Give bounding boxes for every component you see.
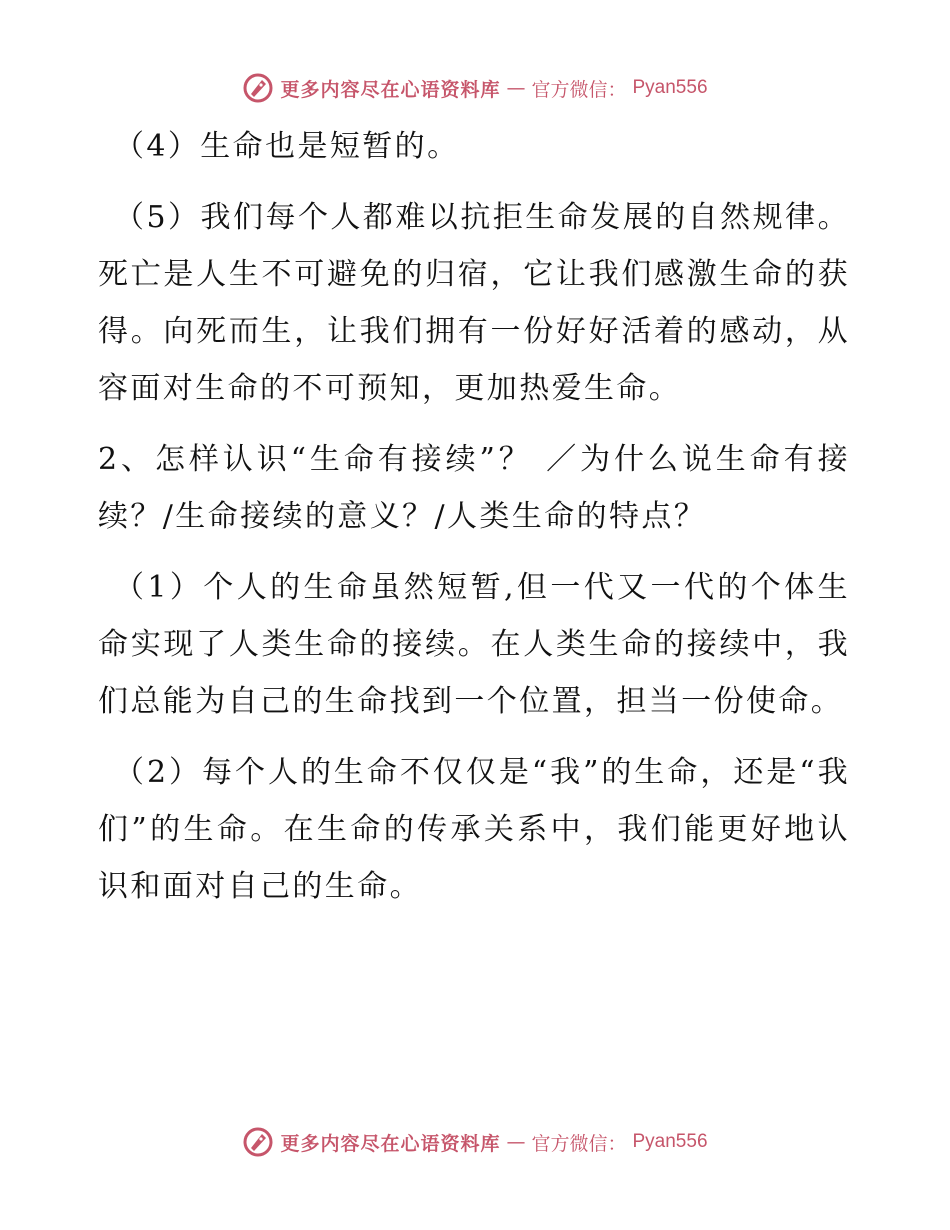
- pen-nib-logo-icon: [242, 1126, 274, 1158]
- watermark-title: 更多内容尽在心语资料库: [280, 1132, 501, 1155]
- pen-nib-logo-icon: [242, 72, 274, 104]
- question-heading: 2、怎样认识“生命有接续”？ ／为什么说生命有接续？/生命接续的意义？/人类生命的特点？: [98, 442, 850, 534]
- watermark-wechat-id: Pyan556: [632, 1131, 708, 1152]
- paragraph-life-short: （4）生命也是短暂的。: [114, 129, 460, 164]
- watermark-title: 更多内容尽在心语资料库: [280, 78, 501, 101]
- footer-watermark: [0, 1126, 950, 1158]
- paragraph-life-continuation: （1）个人的生命虽然短暂,但一代又一代的个体生命实现了人类生命的接续。在人类生命的接续中，我们总能为自己的生命找到一个位置，担当一份使命。: [98, 570, 850, 719]
- header-watermark: [0, 72, 950, 104]
- paragraph-we-life: （2）每个人的生命不仅仅是“我”的生命，还是“我们”的生命。在生命的传承关系中，我们能更好地认识和面对自己的生命。: [98, 755, 850, 904]
- watermark-separator: —: [506, 1131, 526, 1153]
- document-body: [98, 118, 850, 929]
- watermark-wechat-id: Pyan556: [632, 77, 708, 98]
- paragraph-natural-law: （5）我们每个人都难以抗拒生命发展的自然规律。死亡是人生不可避免的归宿，它让我们感激生命的获得。向死而生，让我们拥有一份好好活着的感动，从容面对生命的不可预知，更加热爱生命。: [98, 200, 850, 406]
- watermark-wechat-label: 官方微信：: [531, 1132, 627, 1155]
- watermark-wechat-label: 官方微信：: [531, 78, 627, 101]
- watermark-separator: —: [506, 77, 526, 99]
